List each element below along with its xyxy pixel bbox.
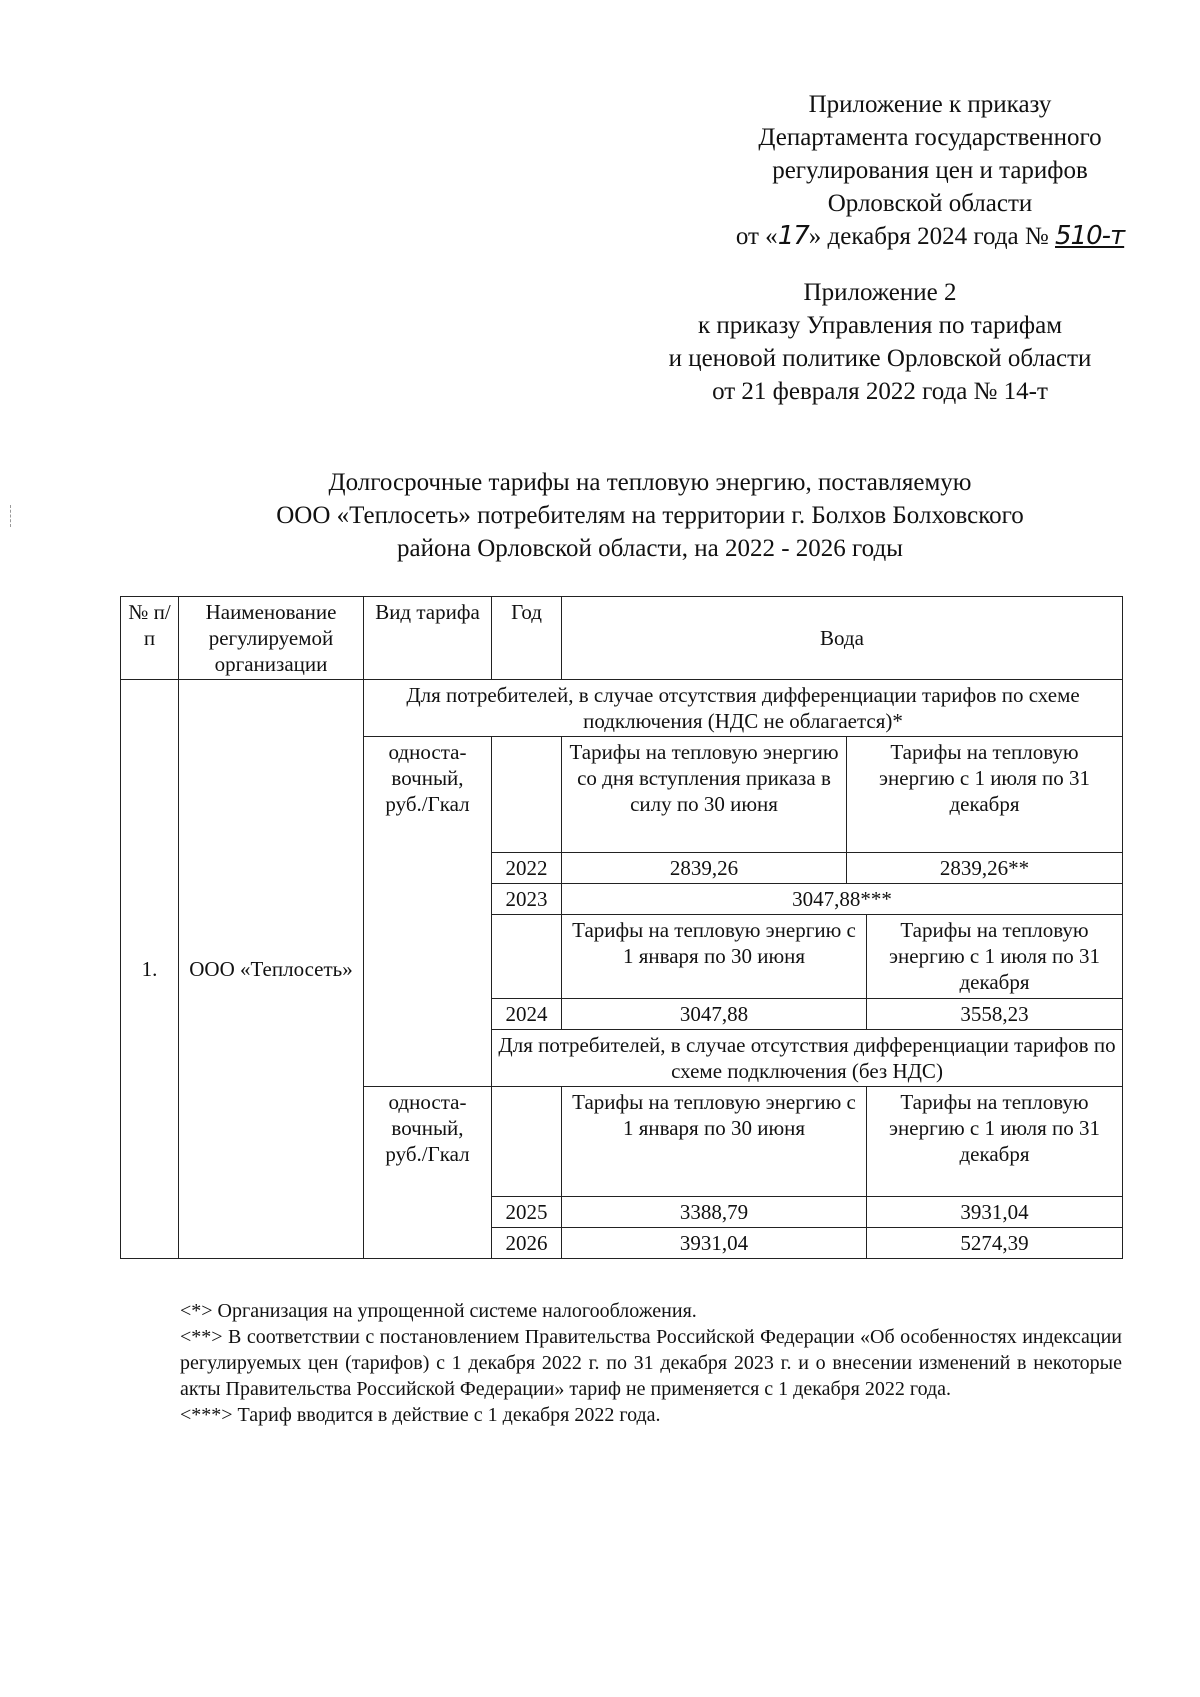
period-header: Тарифы на тепловую энергию с 1 июля по 31 декабря bbox=[867, 915, 1123, 999]
footnote: <**> В соответствии с постановлением Правительства Российской Федерации «Об особенностях индексации регулируемых цен (тарифов) с 1 декабря 2022 г. по 31 декабря 2023 г. и о внесении изменений в некоторые акты Правительства Российской Федерации» тариф не применяется с 1 декабря 2022 года. bbox=[180, 1326, 1122, 1400]
header-line: от 21 февраля 2022 года № 14-т bbox=[712, 378, 1048, 405]
appendix-header bbox=[620, 276, 1140, 408]
header-cell-year: Год bbox=[492, 597, 562, 680]
header-cell-number: № п/п bbox=[121, 597, 179, 680]
table-header-row bbox=[121, 597, 1123, 680]
period-header: Тарифы на тепловую энергию с 1 января по 30 июня bbox=[562, 1087, 867, 1197]
period-header: Тарифы на тепловую энергию с 1 июля по 31 декабря bbox=[847, 737, 1123, 853]
year-cell: 2024 bbox=[492, 999, 562, 1030]
title-line: района Орловской области, на 2022 - 2026 годы bbox=[397, 535, 903, 562]
scan-mark bbox=[10, 505, 13, 527]
table-row bbox=[121, 680, 1123, 737]
organization-name: ООО «Теплосеть» bbox=[179, 680, 364, 1259]
footnote: <***> Тариф вводится в действие с 1 декабря 2022 года. bbox=[180, 1404, 661, 1426]
header-line: и ценовой политике Орловской области bbox=[668, 345, 1092, 372]
document-title bbox=[180, 466, 1120, 565]
year-cell: 2022 bbox=[492, 853, 562, 884]
header-line: к приказу Управления по тарифам bbox=[697, 312, 1063, 339]
tariff-table bbox=[120, 596, 1123, 1259]
value-cell: 3931,04 bbox=[562, 1228, 867, 1259]
header-line: Приложение к приказу bbox=[808, 91, 1052, 118]
section-heading-2: Для потребителей, в случае отсутствия дифференциации тарифов по схеме подключения (без НДС) bbox=[492, 1030, 1123, 1087]
header-cell-water: Вода bbox=[562, 597, 1123, 680]
value-cell: 3047,88 bbox=[562, 999, 867, 1030]
date-mid: » декабря 2024 года № bbox=[808, 223, 1049, 250]
year-cell-empty bbox=[492, 1087, 562, 1197]
header-line: Орловской области bbox=[827, 190, 1033, 217]
value-cell: 2839,26** bbox=[847, 853, 1123, 884]
tariff-type-cell: односта-вочный, руб./Гкал bbox=[364, 737, 492, 1087]
order-header bbox=[700, 88, 1160, 253]
section-heading-1: Для потребителей, в случае отсутствия дифференциации тарифов по схеме подключения (НДС не облагается)* bbox=[364, 680, 1123, 737]
header-cell-tariff-type: Вид тарифа bbox=[364, 597, 492, 680]
header-line: регулирования цен и тарифов bbox=[772, 157, 1088, 184]
value-cell: 3558,23 bbox=[867, 999, 1123, 1030]
header-line: Приложение 2 bbox=[803, 279, 957, 306]
year-cell: 2025 bbox=[492, 1197, 562, 1228]
title-line: ООО «Теплосеть» потребителям на территории г. Болхов Болховского bbox=[276, 502, 1024, 529]
value-cell: 5274,39 bbox=[867, 1228, 1123, 1259]
value-cell: 2839,26 bbox=[562, 853, 847, 884]
period-header: Тарифы на тепловую энергию с 1 июля по 31 декабря bbox=[867, 1087, 1123, 1197]
row-number: 1. bbox=[121, 680, 179, 1259]
period-header: Тарифы на тепловую энергию со дня вступления приказа в силу по 30 июня bbox=[562, 737, 847, 853]
value-cell: 3047,88*** bbox=[562, 884, 1123, 915]
value-cell: 3388,79 bbox=[562, 1197, 867, 1228]
header-date-line bbox=[700, 220, 1160, 253]
handwritten-order-number: 510-т bbox=[1055, 221, 1125, 251]
footnotes bbox=[180, 1298, 1122, 1428]
tariff-type-cell: односта-вочный, руб./Гкал bbox=[364, 1087, 492, 1259]
date-prefix: от « bbox=[735, 223, 778, 250]
year-cell: 2026 bbox=[492, 1228, 562, 1259]
footnote: <*> Организация на упрощенной системе налогообложения. bbox=[180, 1300, 697, 1322]
period-header: Тарифы на тепловую энергию с 1 января по 30 июня bbox=[562, 915, 867, 999]
header-cell-organization: Наименование регулируемой организации bbox=[179, 597, 364, 680]
title-line: Долгосрочные тарифы на тепловую энергию, поставляемую bbox=[328, 469, 972, 496]
header-line: Департамента государственного bbox=[758, 124, 1102, 151]
value-cell: 3931,04 bbox=[867, 1197, 1123, 1228]
year-cell: 2023 bbox=[492, 884, 562, 915]
year-cell-empty bbox=[492, 737, 562, 853]
year-cell-empty bbox=[492, 915, 562, 999]
handwritten-day: 17 bbox=[777, 221, 809, 251]
